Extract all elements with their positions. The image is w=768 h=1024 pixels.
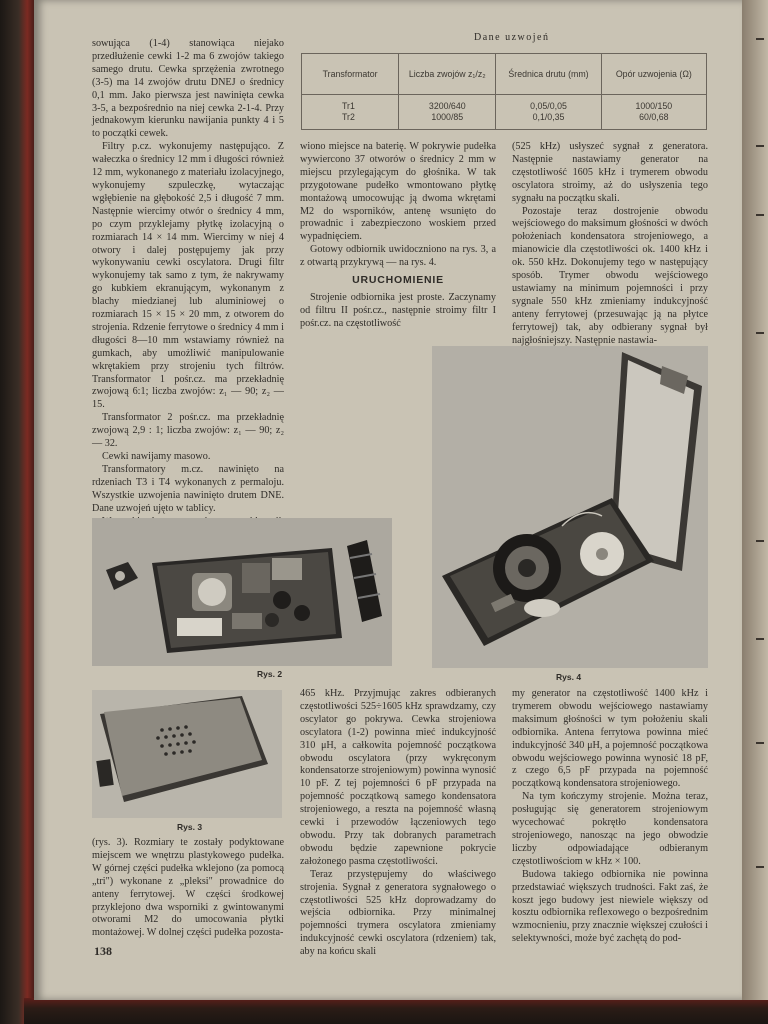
- paragraph: Transformator 2 pośr.cz. ma przekładnię zwojową 2,9 : 1; liczba zwojów: z₁ — 90; z₂ — 32.: [92, 412, 284, 450]
- paragraph: Strojenie odbiornika jest proste. Zaczynamy od filtru II pośr.cz., następnie stroimy filtr I pośr.cz. na częstotliwość: [300, 291, 496, 329]
- table-cell: Tr1 Tr2: [302, 95, 399, 130]
- paragraph: Gotowy odbiornik uwidoczniono na rys. 3, a z otwartą przykrywą — na rys. 4.: [300, 244, 496, 269]
- next-page-edge: [742, 0, 768, 1000]
- paragraph: sowująca (1-4) stanowiąca niejako przedłużenie cewki 1-2 ma 6 zwojów takiego samego drutu. Cewka sprzężenia zwrotnego (3-5) ma 14 zwojów drutu DNEJ o średnicy 0,1 mm. Jako pierwsza jest nawinięta cewka 3-5, a bezpośrednio na niej cewka 2-1-4. Przy jednakowym kierunku nawijania punkty 4 i 5 to początki cewek.: [92, 38, 284, 140]
- figure-3-photo: [92, 690, 282, 818]
- paragraph: Pozostaje teraz dostrojenie obwodu wejściowego do maksimum głośności w dwóch położeniach kondensatora strojeniowego, a mianowicie dla częstotliwości ok. 1400 kHz i ok. 550 kHz. Dokonujemy tego w następujący sposób. Trymer obwodu wejściowego ustawiamy na minimum pojemności i przy sygnale 550 kHz zmieniamy indukcyjność anteny ferrytowej (przesuwając ją na płytce ferrytowej) tak, aby odbierany sygnał był najgłośniejszy. Następnie nastawia-: [512, 205, 708, 346]
- paragraph: Na tym kończymy strojenie. Można teraz, posługując się generatorem strojeniowym wycechować pokrętło kondensatora strojeniowego, nanosząc na jego obwodzie liczby odpowiadające odbieranym częstotliwościom w kHz × 100.: [512, 791, 708, 867]
- figure-3-caption: Rys. 3: [177, 822, 203, 832]
- table-cell: 3200/640 1000/85: [399, 95, 496, 130]
- paragraph: (525 kHz) usłyszeć sygnał z generatora. Następnie nastawiamy generator na częstotliwość 1605 kHz i trymerem obwodu oscylatora stroimy, aż do usłyszenia tego sygnału na początku skali.: [512, 141, 708, 204]
- table-row: [302, 95, 707, 130]
- book-spine: [0, 0, 34, 1024]
- table-title: Dane uzwojeń: [474, 32, 550, 43]
- table-header: Opór uzwojenia (Ω): [601, 54, 706, 95]
- paragraph: my generator na częstotliwość 1400 kHz i trymerem obwodu wejściowego nastawiamy maksimum głośności w tym położeniu skali odbiornika. Antena ferrytowa powinna mieć indukcyjność 340 μH, a pojemność początkowa obwodu wejściowego powinna wynosić 18 pF, z czego 6,5 pF przypada na pojemność początkową kondensatora strojeniowego.: [512, 688, 708, 790]
- table-header: Średnica drutu (mm): [496, 54, 601, 95]
- winding-data-table: [301, 53, 707, 130]
- paragraph: 465 kHz. Przyjmując zakres odbieranych częstotliwości 525÷1605 kHz sprawdzamy, czy oscylator go pokrywa. Cewka strojeniowa oscylatora (1-2) powinna mieć indukcyjność 310 μH, a całkowita pojemność początkowa obwodu oscylatora (przy wykręconym kondensatorze strojeniowym) powinna wynosić 10 pF. Z tej pojemności 6 pF przypada na pojemność początkową samego kondensatora strojeniowego, a reszta na pojemność własną cewki i przewodów łączeniowych tego obwodu. Przy tak dobranych parametrach obwodu będzie zapewnione pokrycie założonego pasma częstotliwości.: [300, 688, 496, 867]
- paragraph: Cewki nawijamy masowo.: [102, 451, 211, 462]
- text-column-left-top: [92, 38, 284, 554]
- text-column-right-top: [512, 141, 708, 348]
- paragraph: Filtry p.cz. wykonujemy następująco. Z wałeczka o średnicy 12 mm i długości również 12 mm, wykonanego z materiału izolacyjnego, wykonujemy szpuleczkę, wytaczając wgłębienie na głębokość 2,5 i długość 7 mm. Następnie wiercimy otwór o średnicy 4 mm, po czym przyklejamy płytkę izolacyjną o rozmiarach 14 × 14 mm. Wiercimy w niej 4 otwory i dalej postępujemy jak przy wykonywaniu cewki oscylatora. Drugi filtr wykonujemy tak samo z tym, że nakrywamy go kubkiem ekranującym, wykonanym z blachy miedzianej lub aluminiowej o rozmiarach 15 × 15 × 20 mm, z otworem do strojenia. Rdzenie ferrytowe o średnicy 4 mm i długości 8—10 mm wstawiamy również na gumkach, aby umożliwić manipulowanie wkrętakiem przy strojeniu tych filtrów. Transformator 1 pośr.cz. ma przekładnię zwojową 6:1; liczba zwojów: z₁ — 90; z₂ — 15.: [92, 141, 284, 411]
- figure-2-caption: Rys. 2: [257, 669, 283, 679]
- table-header: Transformator: [302, 54, 399, 95]
- paragraph: wiono miejsce na baterię. W pokrywie pudełka wywiercono 37 otworów o średnicy 2 mm w miejscu przylegającym do głośnika. W tak przygotowane pudełko wmontowano płytkę montażową umocowując ją dwoma wkrętami M2 do wsporników, antenę wsunięto do prowadnic i zabezpieczono woskiem przed wypadnięciem.: [300, 141, 496, 243]
- paragraph: Budowa takiego odbiornika nie powinna przedstawiać większych trudności. Fakt zaś, że koszt jego budowy jest niewiele większy od kosztu odbiornika reflexowego o bezpośrednim wzmocnieniu, przy znacznie większej czułości i selektywności, może być zachętą do pod-: [512, 868, 708, 945]
- text-column-right-bottom: [512, 688, 708, 946]
- figure-4-photo: [432, 346, 708, 668]
- text-column-middle-top: [300, 141, 496, 331]
- text-column-left-bottom: [92, 837, 284, 940]
- figure-4-caption: Rys. 4: [556, 672, 582, 682]
- paragraph: Teraz przystępujemy do właściwego strojenia. Sygnał z generatora sygnałowego o częstotliwości 525 kHz doprowadzamy do wejścia odbiornika. Przy minimalnej pojemności trymera oscylatora zmieniamy indukcyjność cewki oscylatora (rdzeniem) tak, aby na końcu skali: [300, 868, 496, 958]
- table-cell: 0,05/0,05 0,1/0,35: [496, 95, 601, 130]
- page-number: 138: [94, 944, 112, 958]
- figure-2-photo: [92, 518, 392, 666]
- table-header: Liczba zwojów z₁/z₂: [399, 54, 496, 95]
- book-page: [34, 0, 742, 1000]
- paragraph: Transformatory m.cz. nawinięto na rdzeniach T3 i T4 wykonanych z permaloju. Wszystkie uzwojenia nawinięto drutem DNE. Dane uzwojeń ujęto w tablicy.: [92, 463, 284, 514]
- book-bottom-edge: [24, 998, 768, 1024]
- paragraph: (rys. 3). Rozmiary te zostały podyktowane miejscem we wnętrzu plastykowego pudełka. W górnej części pudełka wklejono (za pomocą „tri") wykonane z „pleksi" prowadnice do anteny ferrytowej. W części środkowej przyklejono dwa wsporniki z gwintowanymi otworami M2 do umocowania płytki montażowej. W dolnej części pudełka pozosta-: [92, 837, 284, 939]
- text-column-middle-bottom: [300, 688, 496, 959]
- section-heading: URUCHOMIENIE: [352, 274, 444, 287]
- table-cell: 1000/150 60/0,68: [601, 95, 706, 130]
